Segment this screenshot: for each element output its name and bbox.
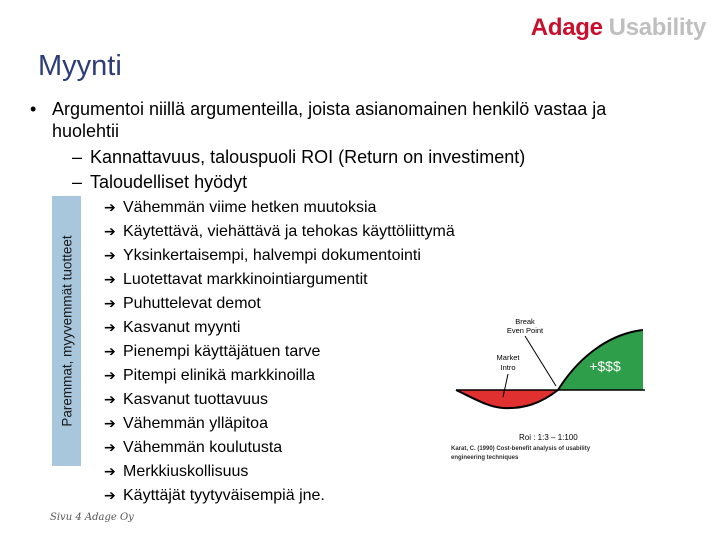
sub-bullet-text: Taloudelliset hyödyt xyxy=(90,172,248,192)
benefit-text: Merkkiuskollisuus xyxy=(123,463,249,480)
benefit-item xyxy=(104,339,455,363)
break-even-chart xyxy=(448,312,653,492)
sub-bullet-dash: – xyxy=(72,147,83,167)
slide-title: Myynti xyxy=(38,50,122,82)
loss-label: -$ xyxy=(475,404,489,420)
benefit-item xyxy=(104,291,455,315)
sidebar-label: Paremmat, myyvemmät tuotteet xyxy=(59,235,74,427)
benefit-text: Vähemmän ylläpitoa xyxy=(123,415,268,432)
logo-suffix: Usability xyxy=(608,14,706,41)
benefit-text: Kasvanut tuottavuus xyxy=(123,391,268,408)
benefit-item xyxy=(104,411,455,435)
arrow-icon: ➔ xyxy=(104,199,116,215)
arrow-icon: ➔ xyxy=(104,223,116,239)
benefit-text: Käytettävä, viehättävä ja tehokas käyttöliittymä xyxy=(123,223,455,240)
benefit-item xyxy=(104,243,455,267)
benefit-item xyxy=(104,435,455,459)
citation-text: Karat, C. (1990) Cost-benefit analysis of usability xyxy=(451,446,591,452)
main-bullet-text: Argumentoi niillä argumenteilla, joista asianomainen henkilö vastaa ja huolehtii xyxy=(52,99,607,141)
benefit-text: Kasvanut myynti xyxy=(123,319,241,336)
arrow-icon: ➔ xyxy=(104,439,116,455)
bullet-dot: • xyxy=(30,99,37,119)
arrow-icon: ➔ xyxy=(104,271,116,287)
arrow-icon: ➔ xyxy=(104,367,116,383)
benefit-text: Pitempi elinikä markkinoilla xyxy=(123,367,316,384)
arrow-icon: ➔ xyxy=(104,415,116,431)
arrow-icon: ➔ xyxy=(104,247,116,263)
sidebar-label-box xyxy=(52,196,81,466)
citation-text: engineering techniques xyxy=(451,455,519,461)
break-even-label: Break xyxy=(515,317,535,326)
arrow-icon: ➔ xyxy=(104,319,116,335)
benefit-text: Vähemmän koulutusta xyxy=(123,439,283,456)
arrow-icon: ➔ xyxy=(104,295,116,311)
benefit-item xyxy=(104,363,455,387)
page-footer: Sivu 4 Adage Oy xyxy=(50,512,134,523)
sub-bullet xyxy=(72,171,247,193)
benefit-text: Pienempi käyttäjätuen tarve xyxy=(123,343,321,360)
roi-label: Roi : 1:3 – 1:100 xyxy=(519,433,578,442)
arrow-icon: ➔ xyxy=(104,487,116,503)
benefit-text: Vähemmän viime hetken muutoksia xyxy=(123,199,377,216)
benefit-text: Puhuttelevat demot xyxy=(123,295,261,312)
benefit-text: Yksinkertaisempi, halvempi dokumentointi xyxy=(123,247,421,264)
logo-brand: Adage xyxy=(530,14,603,41)
market-intro-label: Intro xyxy=(500,363,516,372)
benefit-item xyxy=(104,219,455,243)
benefit-item xyxy=(104,267,455,291)
arrow-icon: ➔ xyxy=(104,343,116,359)
sub-bullet-dash: – xyxy=(72,172,83,192)
profit-label: +$$$ xyxy=(589,358,621,374)
benefit-text: Luotettavat markkinointiargumentit xyxy=(123,271,368,288)
benefit-text: Käyttäjät tyytyväisempiä jne. xyxy=(123,487,325,504)
benefit-item xyxy=(104,459,455,483)
break-even-label: Even Point xyxy=(506,326,544,335)
adage-usability-logo xyxy=(531,14,706,42)
benefit-item xyxy=(104,195,455,219)
arrow-icon: ➔ xyxy=(104,391,116,407)
sub-bullet-text: Kannattavuus, talouspuoli ROI (Return on investiment) xyxy=(90,147,526,167)
benefit-item xyxy=(104,315,455,339)
benefit-item xyxy=(104,483,455,507)
benefits-list xyxy=(104,195,455,507)
main-bullet xyxy=(30,98,620,142)
sub-bullet xyxy=(72,146,525,168)
arrow-icon: ➔ xyxy=(104,463,116,479)
benefit-item xyxy=(104,387,455,411)
break-even-pointer xyxy=(525,336,556,386)
market-intro-label: Market xyxy=(496,353,520,362)
